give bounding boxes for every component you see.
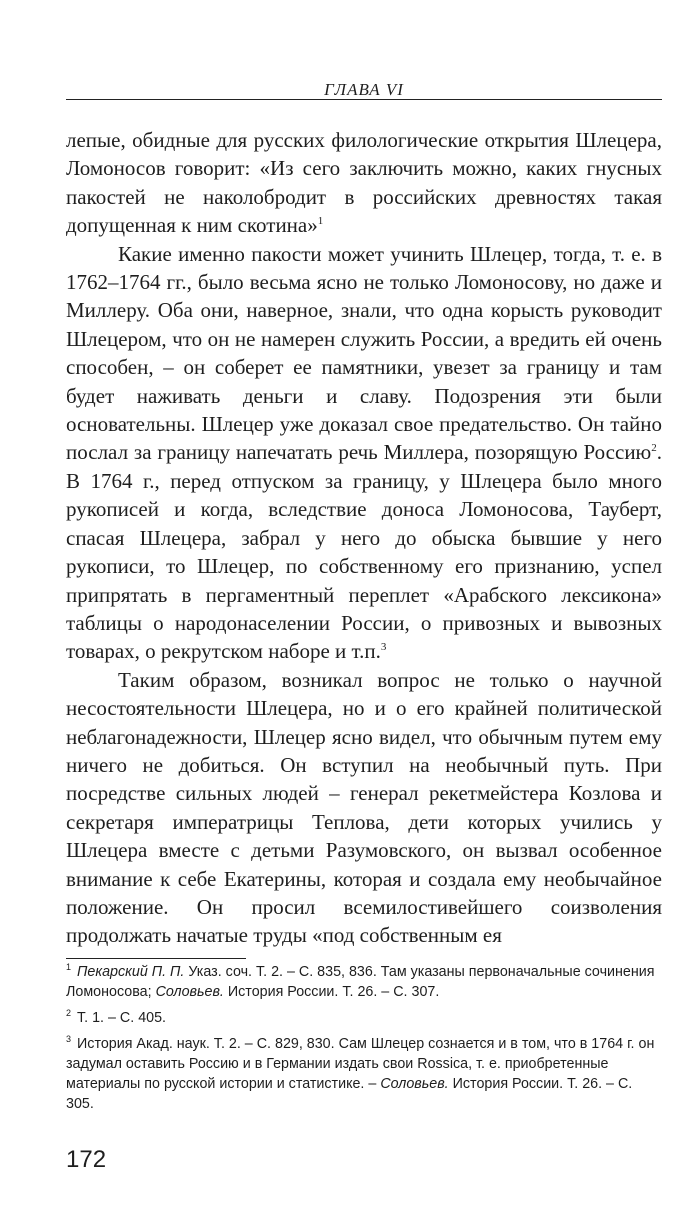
page-number: 172 — [66, 1146, 107, 1173]
footnote-1-text-b: История России. Т. 26. – С. 307. — [223, 984, 440, 1000]
paragraph-1 — [66, 126, 662, 240]
footnote-3-author: Соловьев. — [380, 1076, 449, 1092]
paragraph-3-text: Таким образом, возникал вопрос не только о научной несостоятельности Шлецера, но и о его крайней политической неблагонадежности, Шлецер ясно видел, что обычным путем ему ничего не добиться. Он вступил на необычный путь. При посредстве сильных людей – генерал рекетмейстера Козлова и секретаря императрицы Теплова, дети которых учились у Шлецера вместе с детьми Разумовского, он вызвал особенное внимание к себе Екатерины, которая и создала ему необычайное положение. Он просил всемилостивейшего соизволения продолжать начатые труды «под собственным ея — [66, 667, 662, 948]
paragraph-2-text-a: Какие именно пакости может учинить Шлецер, тогда, т. е. в 1762–1764 гг., было весьма ясно не только Ломоносову, но даже и Миллеру. Оба они, наверное, знали, что одна корысть руководит Шлецером, что он не намерен служить России, а вредить ей очень способен, – он соберет ее памятники, увезет за границу и там будет наживать деньги и славу. Подозрения эти были основательны. Шлецер уже доказал свое предательство. Он тайно послал за границу напечатать речь Миллера, позорящую Россию — [66, 241, 662, 465]
footnote-2 — [66, 1008, 662, 1028]
footnote-3-text-b: История России. Т. 26. – С. 305. — [66, 1076, 633, 1112]
footnote-1 — [66, 962, 662, 1002]
footnote-ref-2: 2 — [651, 442, 657, 455]
main-text — [66, 126, 662, 950]
footnote-rule — [66, 958, 246, 959]
footnote-1-author: Пекарский П. П. — [77, 964, 185, 980]
footnote-1-mark: 1 — [66, 962, 72, 973]
footnote-1-text-a: Указ. соч. Т. 2. – С. 835, 836. Там указаны первоначальные сочинения Ломоносова; — [66, 964, 655, 1000]
footnote-2-text: Т. 1. – С. 405. — [77, 1010, 167, 1026]
footnote-ref-3: 3 — [380, 641, 387, 654]
running-header: ГЛАВА VI — [324, 80, 404, 99]
footnote-3-text-a: История Акад. наук. Т. 2. – С. 829, 830. Сам Шлецер сознается и в том, что в 1764 г. он задумал оставить Россию и в Германии издать свои Rossica, т. е. приобретенные материалы по русской истории и статистике. – — [66, 1036, 655, 1092]
paragraph-1-text: лепые, обидные для русских филологические открытия Шлецера, Ломоносов говорит: «Из сего заключить можно, каких гнусных пакостей не наколобродит в российских древностях такая допущенная к ним скотина» — [66, 128, 662, 238]
footnote-1-author-2: Соловьев. — [155, 984, 224, 1000]
footnote-3-mark: 3 — [66, 1034, 72, 1045]
footnote-2-mark: 2 — [66, 1008, 72, 1019]
header-rule — [66, 99, 662, 100]
footnote-ref-1: 1 — [317, 215, 324, 228]
paragraph-3 — [66, 666, 662, 950]
paragraph-2-text-b: . В 1764 г., перед отпуском за границу, у Шлецера было много рукописей и когда, вследствие доноса Ломоносова, Тауберт, спасая Шлецера, забрал у него до обыска бывшие у него рукописи, то Шлецер, по собственному его признанию, успел припрятать в пергаментный переплет «Арабского лексикона» таблицы о народонаселении России, о привозных и вывозных товарах, о рекрутском наборе и т.п. — [66, 440, 662, 664]
paragraph-2 — [66, 240, 662, 666]
footnotes — [66, 962, 662, 1120]
footnote-3 — [66, 1034, 662, 1114]
